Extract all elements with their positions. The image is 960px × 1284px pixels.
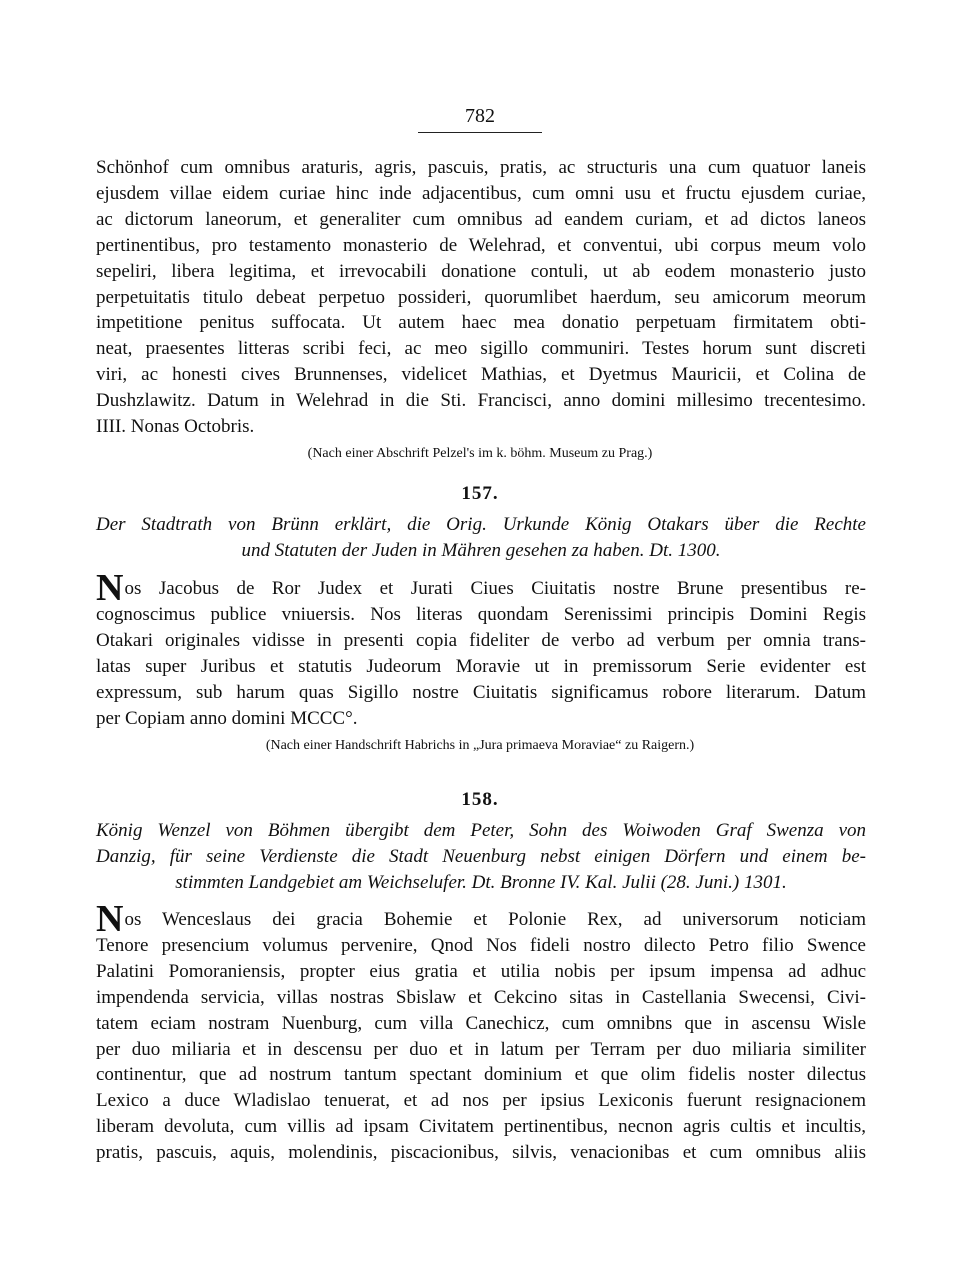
text-line: cognoscimus publice vniuersis. Nos literas quondam Serenissimi principis Domini Regis xyxy=(96,603,866,625)
text-line: per Copiam anno domini MCCC°. xyxy=(96,707,358,729)
header-rule xyxy=(418,132,542,133)
text-line: Palatini Pomoraniensis, propter eius gratia et utilia nobis per ipsum impensa ad adhuc xyxy=(96,960,866,982)
text-line: latas super Juribus et statutis Judeorum Moravie ut in premissorum Serie evidenter est xyxy=(96,655,866,677)
document-body xyxy=(96,898,866,1166)
document-heading xyxy=(96,818,866,896)
text-line: expressum, sub harum quas Sigillo nostre Ciuitatis significamus robore literarum. Datum xyxy=(96,681,866,703)
document-body xyxy=(96,567,866,731)
document-number: 158. xyxy=(461,789,499,810)
text-line: per duo miliaria et in descensu per duo et in latum per Terram per duo miliaria similiter xyxy=(96,1038,866,1060)
text-line: impetitione penitus suffocata. Ut autem haec mea donatio perpetuam firmitatem obti- xyxy=(96,312,866,334)
text-line: pertinentibus, pro testamento monasterio de Welehrad, et conventui, ubi corpus meum volo xyxy=(96,234,866,256)
initial-letter: N xyxy=(96,567,124,609)
text-line: continentur, que ad nostrum tantum spectant dominium et que olim fidelis noster dilectus xyxy=(96,1064,866,1086)
text-line: Lexico a duce Wladislao tenuerat, et ad nos per ipsius Lexiconis fuerunt resignacionem xyxy=(96,1090,866,1112)
text-line xyxy=(96,567,866,609)
text-line: impendenda servicia, villas nostras Sbislaw et Cekcino sitas in Castellania Swecensi, Civi- xyxy=(96,986,866,1008)
text-line: IIII. Nonas Octobris. xyxy=(96,416,255,438)
text-line: perpetuitatis titulo debeat perpetuo possideri, quorumlibet haerdum, seu amicorum meorum xyxy=(96,286,866,308)
text-line: ejusdem villae eidem curiae hinc inde adjacentibus, cum omni usu et fructu ejusdem curiae, xyxy=(96,182,866,204)
text-line: pratis, pascuis, aquis, molendinis, piscacionibus, silvis, venacionibas et cum omnibus aliis xyxy=(96,1142,866,1164)
text-line: viri, ac honesti cives Brunnenses, videlicet Mathias, et Dyetmus Mauricii, et Colina de xyxy=(96,364,866,386)
text-line: liberam devoluta, cum villis ad ipsam Civitatem pertinentibus, necnon agris cultis et incultis, xyxy=(96,1116,866,1138)
heading-line: König Wenzel von Böhmen übergibt dem Peter, Sohn des Woiwoden Graf Swenza von xyxy=(96,820,866,841)
document-heading xyxy=(96,512,866,564)
text-line: Schönhof cum omnibus araturis, agris, pascuis, pratis, ac structuris una cum quatuor laneis xyxy=(96,157,866,178)
text-line: sepeliri, libera legitima, et irrevocabili donatione contuli, ut ab eodem monasterio justo xyxy=(96,260,866,282)
text-line: ac dictorum laneorum, et generaliter cum omnibus ad eandem curiam, et ad dictos laneos xyxy=(96,208,866,230)
heading-line: und Statuten der Juden in Mähren gesehen za haben. Dt. 1300. xyxy=(241,539,721,561)
text-line xyxy=(96,898,866,940)
text-line: Otakari originales vidisse in presenti copia fideliter de verbo ad verbum per omnia trans- xyxy=(96,629,866,651)
text-line: Tenore presencium volumus pervenire, Qnod Nos fideli nostro dilecto Petro filio Swence xyxy=(96,934,866,956)
first-line-text: os Wenceslaus dei gracia Bohemie et Polonie Rex, ad universorum noticiam xyxy=(124,909,866,930)
initial-letter: N xyxy=(96,898,124,940)
heading-line: Danzig, für seine Verdienste die Stadt Neuenburg nebst einigen Dörfern und einem be- xyxy=(96,845,866,867)
heading-line: stimmten Landgebiet am Weichselufer. Dt. Bronne IV. Kal. Julii (28. Juni.) 1301. xyxy=(175,871,787,893)
heading-line: Der Stadtrath von Brünn erklärt, die Orig. Urkunde König Otakars über die Rechte xyxy=(96,514,866,535)
continued-text xyxy=(96,155,866,440)
text-line: neat, praesentes litteras scribi feci, ac meo sigillo communiri. Testes horum sunt discreti xyxy=(96,338,866,360)
source-note: (Nach einer Abschrift Pelzel's im k. böhm. Museum zu Prag.) xyxy=(307,446,653,461)
document-number: 157. xyxy=(461,483,499,504)
text-line: Dushzlawitz. Datum in Welehrad in die Sti. Francisci, anno domini millesimo trecentesimo. xyxy=(96,390,866,412)
page-number: 782 xyxy=(465,105,495,127)
source-note: (Nach einer Handschrift Habrichs in „Jura primaeva Moraviae“ zu Raigern.) xyxy=(265,738,695,753)
first-line-text: os Jacobus de Ror Judex et Jurati Ciues Ciuitatis nostre Brune presentibus re- xyxy=(124,578,866,599)
text-line: tatem eciam nostram Nuenburg, cum villa Canechicz, cum omnibns que in ascensu Wisle xyxy=(96,1012,866,1034)
